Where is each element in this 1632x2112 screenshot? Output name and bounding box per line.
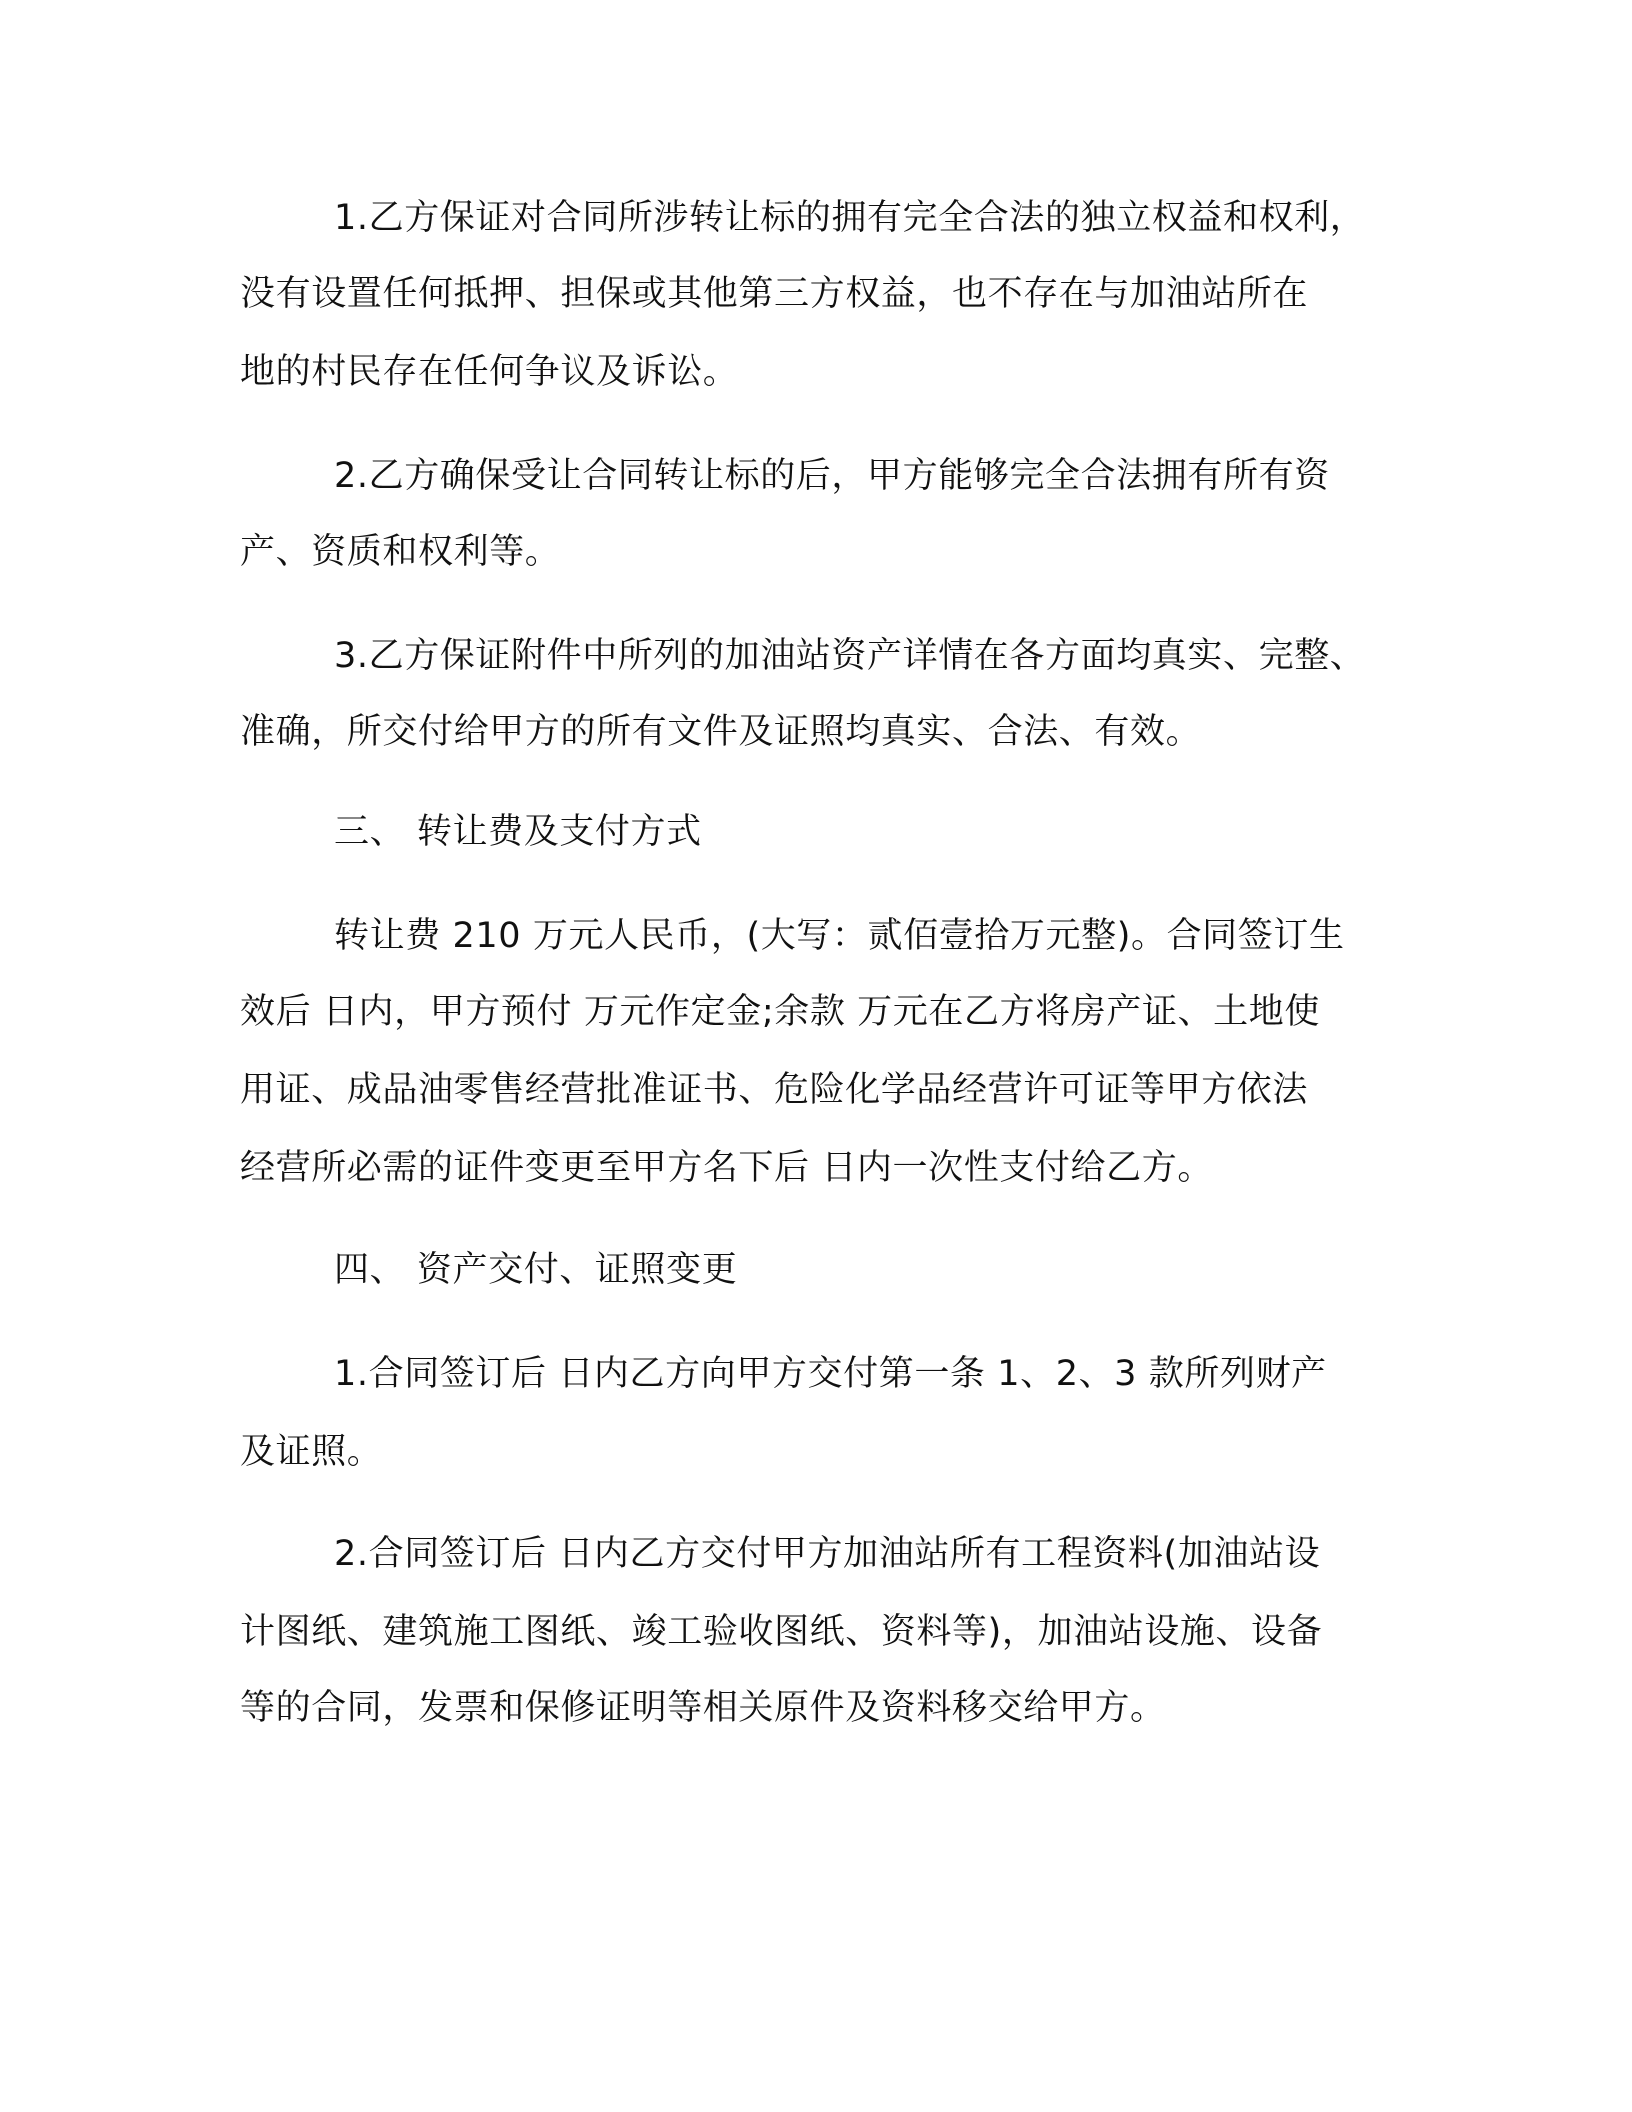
paragraph-line: 2.合同签订后 日内乙方交付甲方加油站所有工程资料(加油站设 bbox=[334, 1534, 1321, 1574]
paragraph-line: 1.合同签订后 日内乙方向甲方交付第一条 1、2、3 款所列财产 bbox=[334, 1354, 1327, 1394]
paragraph-line: 1.乙方保证对合同所涉转让标的拥有完全合法的独立权益和权利， bbox=[334, 198, 1366, 238]
paragraph-line: 地的村民存在任何争议及诉讼。 bbox=[240, 352, 739, 392]
paragraph-line: 准确，所交付给甲方的所有文件及证照均真实、合法、有效。 bbox=[240, 712, 1202, 752]
paragraph-line: 没有设置任何抵押、担保或其他第三方权益，也不存在与加油站所在 bbox=[240, 274, 1309, 314]
paragraph-line: 经营所必需的证件变更至甲方名下后 日内一次性支付给乙方。 bbox=[240, 1148, 1213, 1188]
paragraph-line: 及证照。 bbox=[240, 1432, 383, 1472]
paragraph-line: 用证、成品油零售经营批准证书、危险化学品经营许可证等甲方依法 bbox=[240, 1070, 1309, 1110]
paragraph-line: 等的合同，发票和保修证明等相关原件及资料移交给甲方。 bbox=[240, 1688, 1166, 1728]
paragraph-line: 3.乙方保证附件中所列的加油站资产详情在各方面均真实、完整、 bbox=[334, 636, 1366, 676]
paragraph-line: 转让费 210 万元人民币，(大写：贰佰壹拾万元整)。合同签订生 bbox=[334, 916, 1345, 956]
paragraph-line: 效后 日内，甲方预付 万元作定金;余款 万元在乙方将房产证、土地使 bbox=[240, 992, 1320, 1032]
paragraph-line: 计图纸、建筑施工图纸、竣工验收图纸、资料等)，加油站设施、设备 bbox=[240, 1612, 1323, 1652]
paragraph-line: 产、资质和权利等。 bbox=[240, 532, 561, 572]
section-heading: 三、 转让费及支付方式 bbox=[334, 812, 702, 852]
section-heading: 四、 资产交付、证照变更 bbox=[334, 1250, 738, 1290]
paragraph-line: 2.乙方确保受让合同转让标的后，甲方能够完全合法拥有所有资 bbox=[334, 456, 1330, 496]
